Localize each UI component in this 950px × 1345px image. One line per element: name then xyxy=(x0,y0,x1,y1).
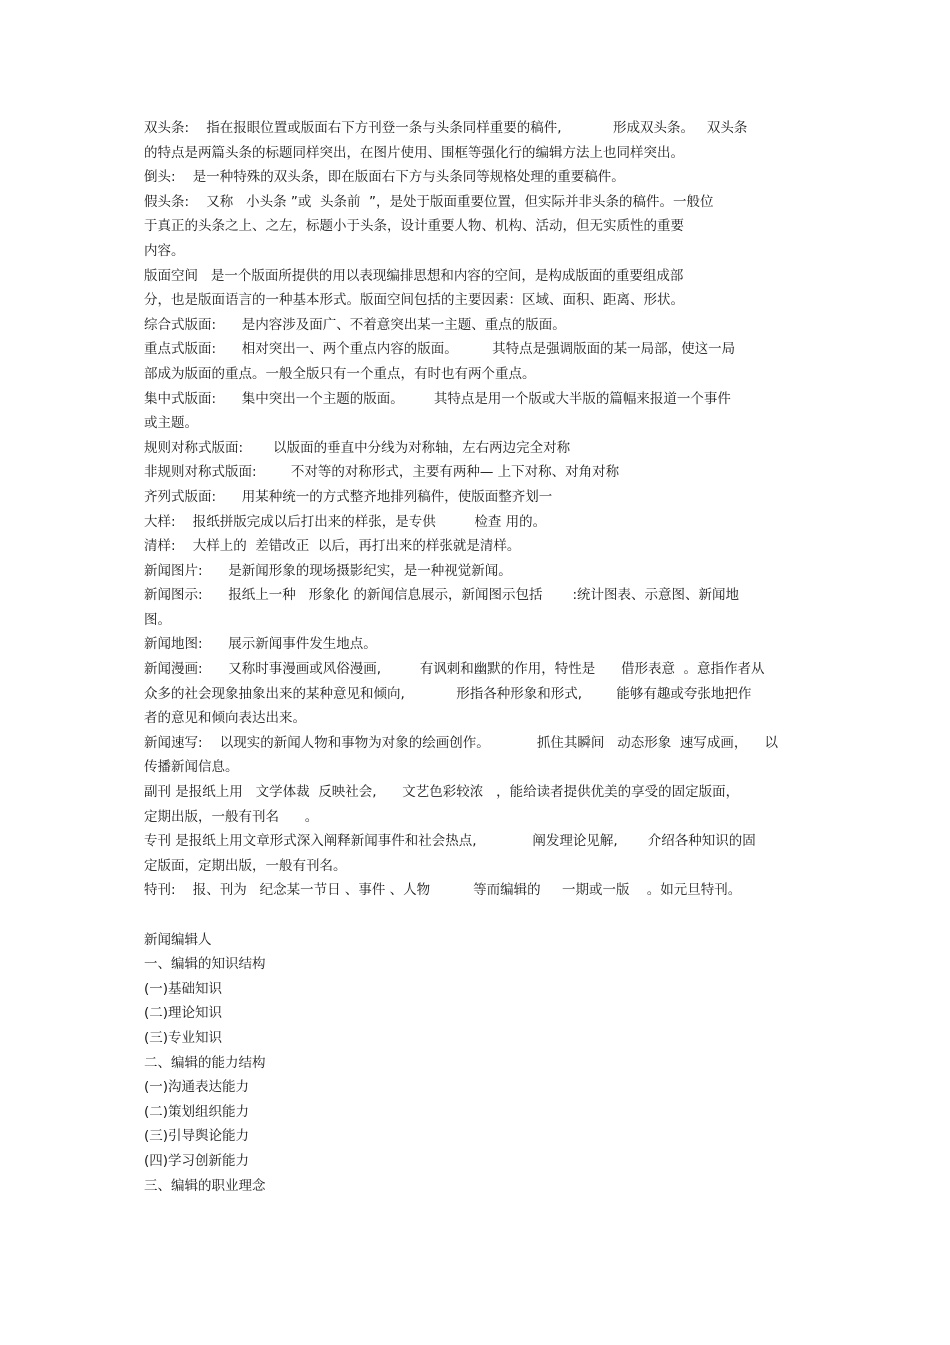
text-line: 新闻图示: 报纸上一种 形象化 的新闻信息展示，新闻图示包括 :统计图表、示意图、新闻地 xyxy=(144,587,740,604)
text-line: 重点式版面: 相对突出一、两个重点内容的版面。 其特点是强调版面的某一局部，使这一局 xyxy=(144,341,736,358)
outline-item: 三、编辑的职业理念 xyxy=(144,1177,266,1194)
outline-item: (三)专业知识 xyxy=(144,1029,223,1046)
text-line: 新闻图片: 是新闻形象的现场摄影纪实，是一种视觉新闻。 xyxy=(144,562,512,579)
text-line: 的特点是两篇头条的标题同样突出，在图片使用、围框等强化行的编辑方法上也同样突出。 xyxy=(144,144,684,161)
text-line: 定期出版，一般有刊名 。 xyxy=(144,808,319,825)
text-line: 规则对称式版面: 以版面的垂直中分线为对称轴，左右两边完全对称 xyxy=(144,439,571,456)
text-line: 新闻速写: 以现实的新闻人物和事物为对象的绘画创作。 抓住其瞬间 动态形象 速写成画， 以 xyxy=(144,734,779,751)
outline-item: 一、编辑的知识结构 xyxy=(144,956,266,973)
text-line: 假头条: 又称 小头条 ”或 头条前 ”，是处于版面重要位置，但实际并非头条的稿件。一般位 xyxy=(144,193,714,210)
text-line: 者的意见和倾向表达出来。 xyxy=(144,710,306,727)
text-line: 或主题。 xyxy=(144,415,198,432)
text-line: 大样: 报纸拼版完成以后打出来的样张，是专供 检查 用的。 xyxy=(144,513,547,530)
text-line: 新闻漫画: 又称时事漫画或风俗漫画, 有讽刺和幽默的作用，特性是 借形表意 。意指作者从 xyxy=(144,661,765,678)
text-line: 众多的社会现象抽象出来的某种意见和倾向, 形指各种形象和形式, 能够有趣或夸张地把作 xyxy=(144,685,752,702)
text-line: 分，也是版面语言的一种基本形式。版面空间包括的主要因素：区域、面积、距离、形状。 xyxy=(144,292,684,309)
outline-item: (一)基础知识 xyxy=(144,980,223,997)
section-heading: 新闻编辑人 xyxy=(144,931,212,948)
text-line: 集中式版面: 集中突出一个主题的版面。 其特点是用一个版或大半版的篇幅来报道一个事件 xyxy=(144,390,731,407)
text-line: 图。 xyxy=(144,611,171,628)
text-line: 特刊: 报、刊为 纪念某一节日 、事件 、人物 等而编辑的 一期或一版 。如元旦特刊。 xyxy=(144,882,742,899)
text-line: 双头条: 指在报眼位置或版面右下方刊登一条与头条同样重要的稿件, 形成双头条。 双头条 xyxy=(144,120,748,136)
text-line: 新闻地图: 展示新闻事件发生地点。 xyxy=(144,636,377,653)
text-line: 于真正的头条之上、之左，标题小于头条，设计重要人物、机构、活动，但无实质性的重要 xyxy=(144,218,684,235)
text-line: 定版面，定期出版，一般有刊名。 xyxy=(144,857,347,874)
outline-item: (二)策划组织能力 xyxy=(144,1103,250,1120)
outline-item: (一)沟通表达能力 xyxy=(144,1079,250,1096)
outline-item: 二、编辑的能力结构 xyxy=(144,1054,266,1071)
outline-item: (二)理论知识 xyxy=(144,1005,223,1022)
text-line: 版面空间 是一个版面所提供的用以表现编排思想和内容的空间，是构成版面的重要组成部 xyxy=(144,267,684,284)
document-body xyxy=(144,116,819,1198)
outline-item: (三)引导舆论能力 xyxy=(144,1128,250,1145)
text-line: 内容。 xyxy=(144,242,185,259)
text-line: 齐列式版面: 用某种统一的方式整齐地排列稿件，使版面整齐划一 xyxy=(144,488,553,505)
text-line: 副刊 是报纸上用 文学体裁 反映社会, 文艺色彩较浓 ，能给读者提供优美的享受的固定版面， xyxy=(144,784,740,801)
text-line: 综合式版面: 是内容涉及面广、不着意突出某一主题、重点的版面。 xyxy=(144,316,566,333)
text-line: 部成为版面的重点。一般全版只有一个重点，有时也有两个重点。 xyxy=(144,365,536,382)
text-line: 非规则对称式版面: 不对等的对称形式，主要有两种— 上下对称、对角对称 xyxy=(144,464,620,481)
text-line: 清样: 大样上的 差错改正 以后，再打出来的样张就是清样。 xyxy=(144,538,521,555)
text-line: 传播新闻信息。 xyxy=(144,759,239,776)
outline-item: (四)学习创新能力 xyxy=(144,1152,250,1169)
text-line: 倒头: 是一种特殊的双头条，即在版面右下方与头条同等规格处理的重要稿件。 xyxy=(144,169,625,186)
blank-line xyxy=(144,903,819,928)
text-line: 专刊 是报纸上用文章形式深入阐释新闻事件和社会热点, 阐发理论见解, 介绍各种知识的固 xyxy=(144,833,756,850)
